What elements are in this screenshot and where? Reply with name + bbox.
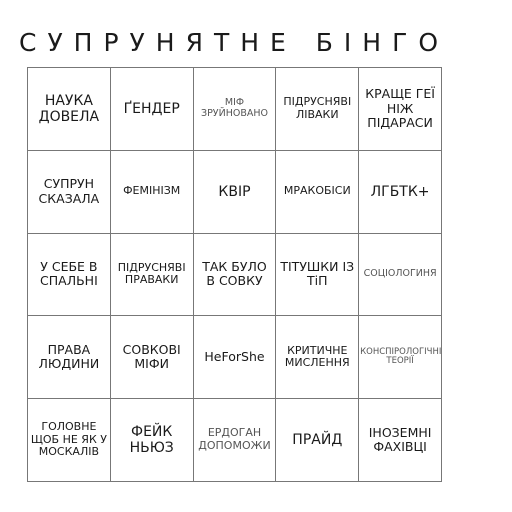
bingo-cell[interactable] — [28, 399, 111, 482]
bingo-cell-label: ФЕЙК НЬЮЗ — [129, 424, 174, 457]
bingo-cell[interactable] — [359, 151, 442, 234]
bingo-cell[interactable] — [276, 399, 359, 482]
bingo-cell-label: ПРАЙД — [292, 432, 343, 449]
bingo-cell-label: КРАЩЕ ГЕЇ НІЖ ПІДАРАСИ — [365, 86, 435, 131]
bingo-cell[interactable] — [111, 234, 194, 317]
bingo-cell[interactable] — [28, 316, 111, 399]
bingo-cell[interactable] — [28, 151, 111, 234]
bingo-cell-label: СОЦІОЛОГИНЯ — [363, 268, 437, 280]
bingo-cell[interactable] — [194, 399, 277, 482]
bingo-cell[interactable] — [276, 68, 359, 151]
bingo-cell[interactable] — [111, 68, 194, 151]
bingo-cell-label: HeForShe — [204, 349, 265, 365]
bingo-cell[interactable] — [359, 68, 442, 151]
bingo-cell[interactable] — [359, 316, 442, 399]
bingo-grid — [27, 67, 442, 482]
bingo-cell-label: НАУКА ДОВЕЛА — [38, 92, 100, 125]
bingo-cell-label: ІНОЗЕМНІ ФАХІВЦІ — [368, 424, 432, 455]
bingo-cell-label: ГОЛОВНЕ ЩОБ НЕ ЯК У МОСКАЛІВ — [30, 420, 107, 459]
bingo-cell[interactable] — [359, 399, 442, 482]
bingo-cell[interactable] — [111, 151, 194, 234]
bingo-cell-label: МІФ ЗРУЙНОВАНО — [200, 96, 268, 119]
bingo-cell-label: СУПРУН СКАЗАЛА — [38, 176, 100, 206]
bingo-cell[interactable] — [28, 234, 111, 317]
bingo-cell[interactable] — [194, 68, 277, 151]
bingo-cell[interactable] — [276, 316, 359, 399]
bingo-cell-label: ПІДРУСНЯВІ ЛІВАКИ — [283, 95, 352, 121]
bingo-cell-label: МРАКОБІСИ — [283, 184, 351, 198]
bingo-cell[interactable] — [359, 234, 442, 317]
bingo-cell-label: ТАК БУЛО В СОВКУ — [202, 259, 267, 289]
bingo-cell[interactable] — [194, 316, 277, 399]
bingo-title: СУПРУНЯТНЕ БІНГО — [18, 28, 450, 57]
bingo-cell[interactable] — [28, 68, 111, 151]
bingo-cell-label: КВІР — [218, 183, 251, 200]
bingo-cell-label: КРИТИЧНЕ МИСЛЕННЯ — [284, 343, 350, 370]
bingo-cell[interactable] — [276, 151, 359, 234]
bingo-cell[interactable] — [194, 151, 277, 234]
bingo-cell-label: ПІДРУСНЯВІ ПРАВАКИ — [117, 260, 186, 287]
bingo-cell-label: У СЕБЕ В СПАЛЬНІ — [40, 259, 98, 289]
bingo-cell-label: ПРАВА ЛЮДИНИ — [38, 341, 100, 372]
bingo-cell[interactable] — [111, 316, 194, 399]
bingo-cell[interactable] — [276, 234, 359, 317]
bingo-cell-label: СОВКОВІ МІФИ — [122, 341, 181, 372]
bingo-cell[interactable] — [194, 234, 277, 317]
bingo-cell-label: ЛГБТК+ — [370, 183, 430, 200]
bingo-cell-label: ЕРДОГАН ДОПОМОЖИ — [198, 426, 271, 453]
bingo-cell-label: КОНСПІРОЛОГІЧНІ ТЕОРІЇ — [360, 346, 442, 367]
bingo-cell[interactable] — [111, 399, 194, 482]
bingo-cell-label: ТІТУШКИ ІЗ ТіП — [280, 259, 355, 289]
bingo-cell-label: ҐЕНДЕР — [123, 100, 180, 117]
bingo-cell-label: ФЕМІНІЗМ — [123, 184, 181, 198]
